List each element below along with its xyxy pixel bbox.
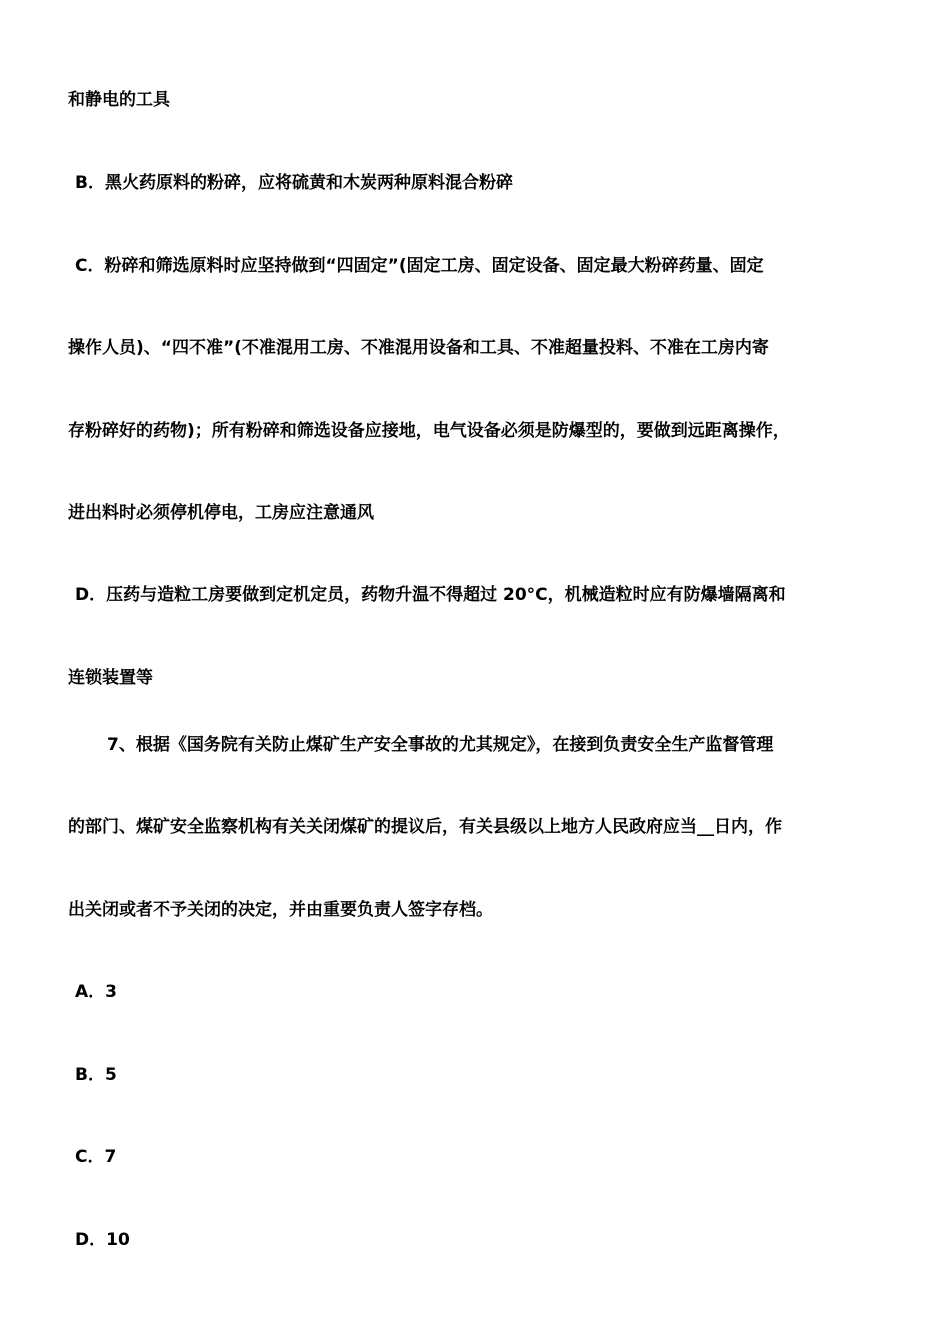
question-7-text-line-2: 的部门、煤矿安全监察机构有关关闭煤矿的提议后，有关县级以上地方人民政府应当__日内，作 — [68, 817, 782, 837]
option-d-text-line-2: 连锁装置等 — [68, 668, 153, 688]
continued-text-line: 和静电的工具 — [68, 90, 170, 110]
option-c-text-line-2: 操作人员)、“四不准”(不准混用工房、不准混用设备和工具、不准超量投料、不准在工房内寄 — [68, 338, 769, 358]
question-7-option-c: C．7 — [75, 1147, 117, 1167]
question-7-text-line-1: 7、根据《国务院有关防止煤矿生产安全事故的尤其规定》，在接到负责安全生产监督管理 — [107, 735, 774, 755]
question-7-option-d: D．10 — [75, 1230, 130, 1250]
question-7-option-b: B．5 — [75, 1065, 117, 1085]
option-b-text: B．黑火药原料的粉碎，应将硫黄和木炭两种原料混合粉碎 — [75, 173, 513, 193]
option-c-text-line-4: 进出料时必须停机停电，工房应注意通风 — [68, 503, 374, 523]
option-c-text-line-1: C．粉碎和筛选原料时应坚持做到“四固定”(固定工房、固定设备、固定最大粉碎药量、固定 — [75, 256, 764, 276]
option-d-text-line-1: D．压药与造粒工房要做到定机定员，药物升温不得超过 20°C，机械造粒时应有防爆墙隔离和 — [75, 585, 786, 605]
option-c-text-line-3: 存粉碎好的药物)；所有粉碎和筛选设备应接地，电气设备必须是防爆型的，要做到远距离操作， — [68, 421, 790, 441]
question-7-text-line-3: 出关闭或者不予关闭的决定，并由重要负责人签字存档。 — [68, 900, 493, 920]
question-7-option-a: A．3 — [75, 982, 117, 1002]
